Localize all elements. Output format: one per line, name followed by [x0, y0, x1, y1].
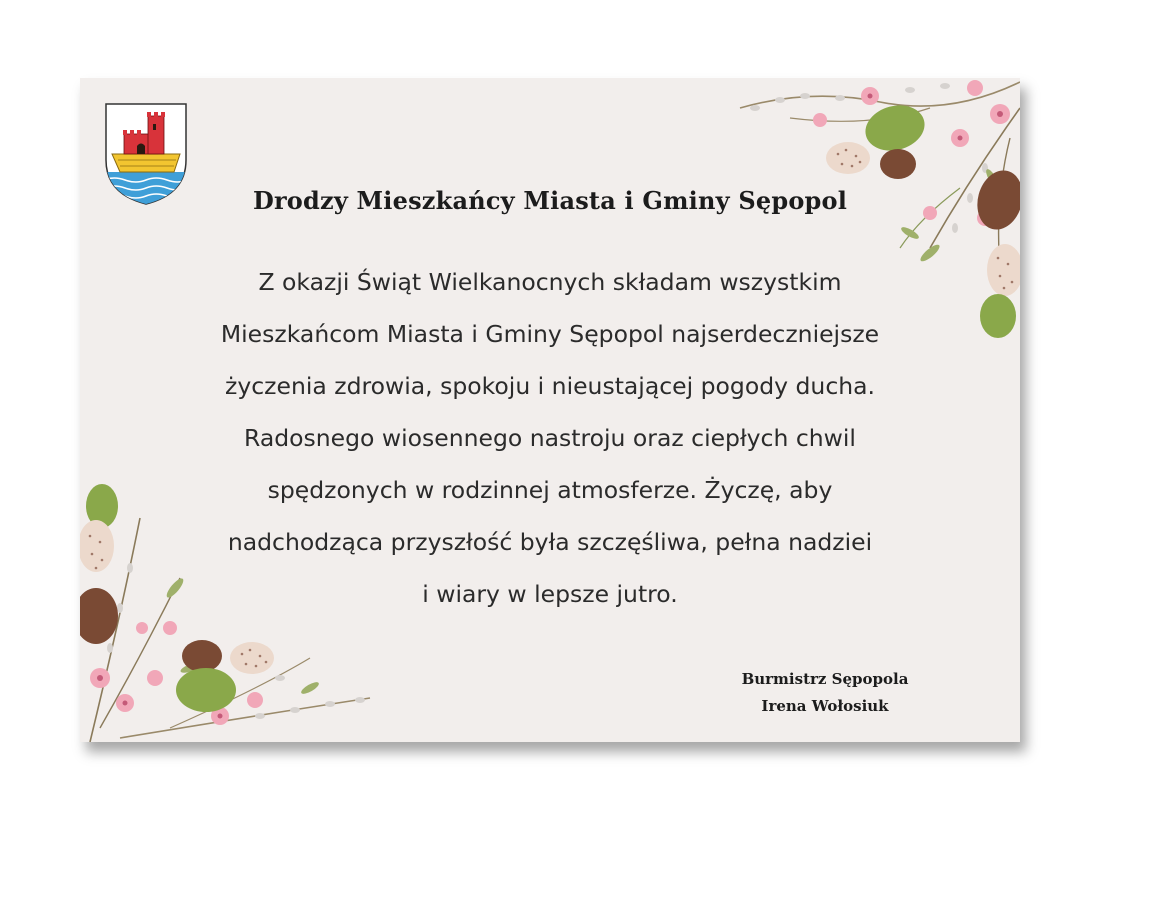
greeting-title: Drodzy Mieszkańcy Miasta i Gminy Sępopol [252, 186, 848, 215]
greeting-line: nadchodząca przyszłość była szczęśliwa, pełna nadziei [227, 528, 873, 556]
greeting-line: i wiary w lepsze jutro. [422, 580, 678, 608]
greeting-line: Radosnego wiosennego nastroju oraz ciepłych chwil [244, 424, 856, 452]
greeting-line: Mieszkańcom Miasta i Gminy Sępopol najserdeczniejsze [220, 320, 880, 348]
signature-role: Burmistrz Sępopola [741, 670, 909, 688]
greeting-line: spędzonych w rodzinnej atmosferze. Życzę, aby [267, 476, 833, 504]
easter-decoration-bottom-left-icon [80, 478, 380, 742]
easter-greeting-card [80, 78, 1020, 742]
signature-name: Irena Wołosiuk [761, 697, 889, 715]
greeting-line: życzenia zdrowia, spokoju i nieustającej pogody ducha. [224, 372, 875, 400]
easter-decoration-top-right-icon [730, 78, 1020, 348]
greeting-line: Z okazji Świąt Wielkanocnych składam wszystkim [258, 268, 842, 296]
signature [700, 666, 950, 720]
